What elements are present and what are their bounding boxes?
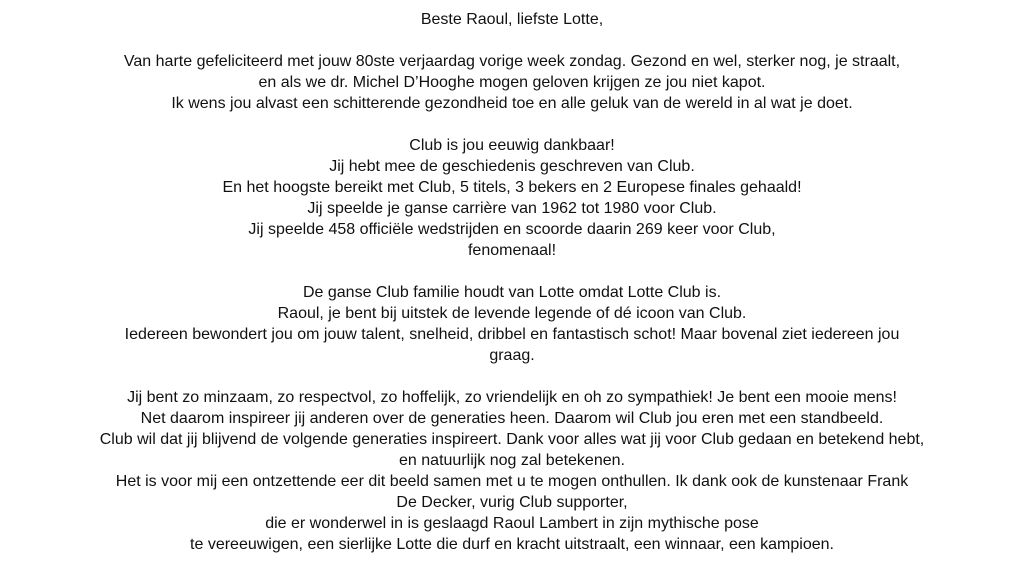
paragraph-gap — [0, 366, 1024, 387]
text-line: En het hoogste bereikt met Club, 5 titels, 3 bekers en 2 Europese finales gehaald! — [222, 179, 802, 196]
text-line: fenomenaal! — [467, 242, 557, 259]
text-line: Club is jou eeuwig dankbaar! — [409, 137, 615, 154]
text-line: Jij speelde je ganse carrière van 1962 tot 1980 voor Club. — [307, 200, 717, 217]
text-line: Het is voor mij een ontzettende eer dit beeld samen met u te mogen onthullen. Ik dank ook de kunstenaar Frank — [115, 473, 909, 490]
text-line: Iedereen bewondert jou om jouw talent, snelheid, dribbel en fantastisch schot! Maar bovenal ziet iedereen jou — [124, 326, 900, 343]
text-line: Club wil dat jij blijvend de volgende generaties inspireert. Dank voor alles wat jij voor Club gedaan en betekend hebt, — [99, 431, 925, 448]
paragraph-gap — [0, 114, 1024, 135]
paragraph-legend — [0, 282, 1024, 366]
paragraph-club-achievements — [0, 135, 1024, 261]
paragraph-gap — [0, 30, 1024, 51]
text-line: Van harte gefeliciteerd met jouw 80ste verjaardag vorige week zondag. Gezond en wel, sterker nog, je straalt, — [123, 53, 901, 70]
text-line: die er wonderwel in is geslaagd Raoul Lambert in zijn mythische pose — [265, 515, 759, 532]
greeting: Beste Raoul, liefste Lotte, — [420, 11, 604, 28]
text-line: Raoul, je bent bij uitstek de levende legende of dé icoon van Club. — [277, 305, 747, 322]
letter-text — [0, 9, 1024, 555]
text-line: Ik wens jou alvast een schitterende gezondheid toe en alle geluk van de wereld in al wat je doet. — [171, 95, 853, 112]
text-line: te vereeuwigen, een sierlijke Lotte die durf en kracht uitstraalt, een winnaar, een kampioen. — [190, 536, 834, 553]
text-line: Jij hebt mee de geschiedenis geschreven van Club. — [329, 158, 695, 175]
text-line: Jij bent zo minzaam, zo respectvol, zo hoffelijk, zo vriendelijk en oh zo sympathiek! Je bent een mooie mens! — [127, 389, 897, 406]
text-line: De Decker, vurig Club supporter, — [396, 494, 628, 511]
text-line: en als we dr. Michel D’Hooghe mogen geloven krijgen ze jou niet kapot. — [258, 74, 766, 91]
paragraph-statue — [0, 387, 1024, 555]
paragraph-gap — [0, 261, 1024, 282]
text-line: en natuurlijk nog zal betekenen. — [399, 452, 625, 469]
paragraph-congratulations — [0, 51, 1024, 114]
text-line: Jij speelde 458 officiële wedstrijden en scoorde daarin 269 keer voor Club, — [248, 221, 776, 238]
text-line: graag. — [489, 347, 535, 364]
text-line: De ganse Club familie houdt van Lotte omdat Lotte Club is. — [302, 284, 722, 301]
text-line: Net daarom inspireer jij anderen over de generaties heen. Daarom wil Club jou eren met een standbeeld. — [140, 410, 884, 427]
